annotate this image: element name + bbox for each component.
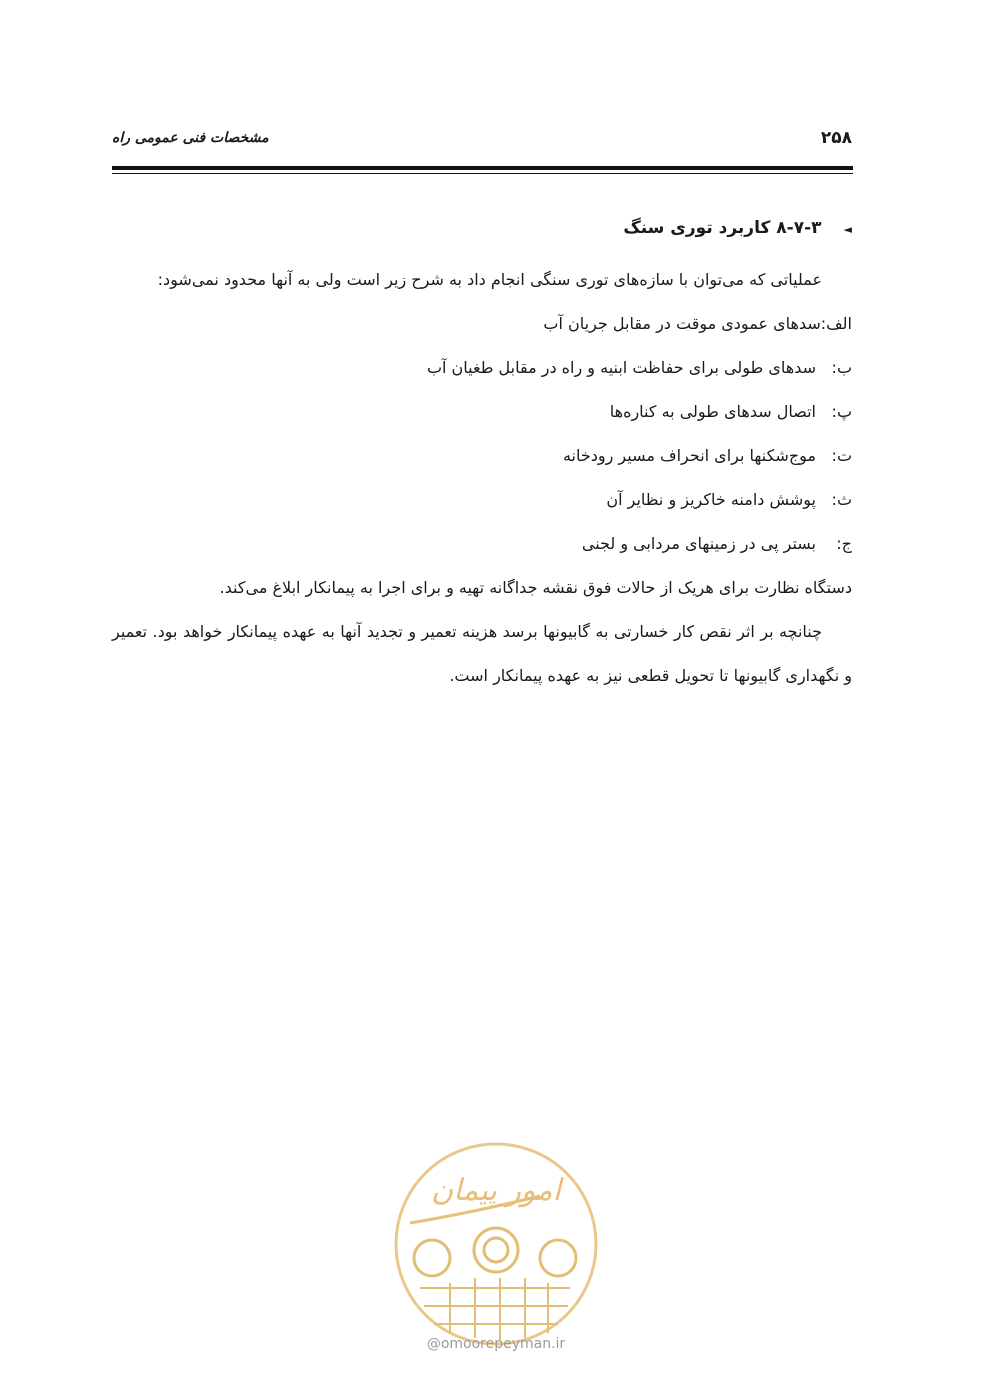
closing-paragraph-2 <box>112 610 852 698</box>
list-item <box>112 390 852 434</box>
closing-paragraph-2-line2: بود. تعمیر و نگهداری گابیونها تا تحویل قطعی نیز به عهده پیمانکار است. <box>112 622 852 685</box>
page-number: ۲۵۸ <box>820 128 852 148</box>
page-header <box>112 128 852 158</box>
intro-paragraph <box>112 258 852 302</box>
list-item-text: پوشش دامنه خاکریز و نظایر آن <box>606 490 816 509</box>
list-item-text: سدهای طولی برای حفاظت ابنیه و راه در مقابل طغیان آب <box>426 358 816 377</box>
list-item-letter: پ: <box>831 402 852 421</box>
list-item <box>112 434 852 478</box>
watermark-logo <box>390 1138 602 1350</box>
closing-paragraph-2-line1: چنانچه بر اثر نقص کار خسارتی به گابیونها برسد هزینه تعمیر و تجدید آنها به عهده پیمانکار خواهد <box>182 622 823 641</box>
watermark-logo-text: امور پیمان <box>431 1173 561 1208</box>
list-item-letter: ت: <box>831 446 852 465</box>
list-item-text: سدهای عمودی موقت در مقابل جریان آب <box>543 314 821 333</box>
list-item <box>112 346 852 390</box>
list-item-letter: ج: <box>836 534 852 553</box>
closing-paragraph-1: دستگاه نظارت برای هریک از حالات فوق نقشه جداگانه تهیه و برای اجرا به پیمانکار ابلاغ می‌کند. <box>219 578 852 597</box>
list-item-letter: ث: <box>831 490 852 509</box>
list-item-text: اتصال سدهای طولی به کناره‌ها <box>609 402 816 421</box>
list-item-letter: ب: <box>831 358 852 377</box>
list-item-text: بستر پی در زمینهای مردابی و لجنی <box>581 534 816 553</box>
intro-text-line1: عملیاتی که می‌توان با سازه‌های توری سنگی انجام داد به شرح زیر است ولی به آنها محدود <box>223 270 822 289</box>
list-item <box>112 302 852 346</box>
running-title: مشخصات فنی عمومی راه <box>112 130 269 146</box>
list-item <box>112 522 852 566</box>
header-rule-thin <box>112 173 853 174</box>
list-item-letter: الف: <box>820 314 852 333</box>
list-item-text: موج‌شکنها برای انحراف مسیر رودخانه <box>562 446 816 465</box>
intro-text-line2: نمی‌شود: <box>157 270 219 289</box>
list-item <box>112 478 852 522</box>
section-heading <box>112 208 852 248</box>
section-title: ۸-۷-۳ کاربرد توری سنگ <box>623 218 822 238</box>
page-body <box>112 208 852 698</box>
header-rule-thick <box>112 166 853 170</box>
section-marker-icon: ◄ <box>843 223 852 236</box>
watermark-url: @omoorepeyman.ir <box>426 1336 566 1352</box>
